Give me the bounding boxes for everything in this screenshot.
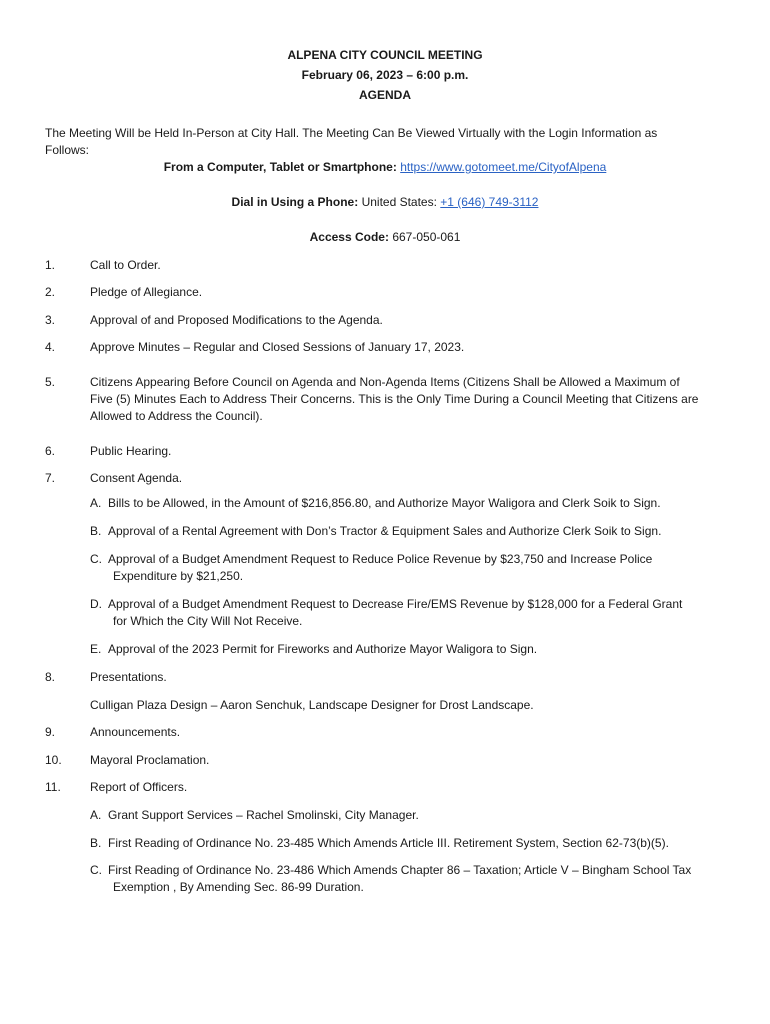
- officers-sub-item: [90, 835, 730, 852]
- agenda-item-number: 11.: [45, 780, 61, 794]
- phone-country: United States:: [361, 195, 437, 209]
- agenda-item-line: Allowed to Address the Council).: [90, 409, 263, 423]
- agenda-item-text: Mayoral Proclamation.: [90, 753, 210, 767]
- agenda-item-text: Approval of and Proposed Modifications to the Agenda.: [90, 313, 383, 327]
- officers-sub-item: [90, 862, 730, 896]
- sub-item-continuation: Exemption , By Amending Sec. 86-99 Duration.: [113, 880, 364, 894]
- sub-item-letter: C.: [90, 863, 102, 877]
- agenda-item-text: Public Hearing.: [90, 444, 172, 458]
- agenda-item-text: Pledge of Allegiance.: [90, 285, 203, 299]
- phone-number-link[interactable]: +1 (646) 749-3112: [440, 195, 539, 209]
- agenda-heading: AGENDA: [358, 88, 411, 102]
- agenda-item-number: 6.: [45, 444, 56, 458]
- sub-item-text: Approval of a Budget Amendment Request to Reduce Police Revenue by $23,750 and Increase Police: [108, 552, 653, 566]
- consent-sub-item: [90, 523, 730, 540]
- consent-sub-item: [90, 551, 730, 585]
- agenda-item-text: [90, 374, 730, 425]
- meeting-url-link[interactable]: https://www.gotomeet.me/CityofAlpena: [400, 160, 607, 174]
- intro-paragraph: [45, 125, 735, 159]
- meeting-date: February 06, 2023 – 6:00 p.m.: [301, 68, 469, 82]
- computer-login-line: [0, 159, 770, 176]
- sub-item-text: Approval of a Rental Agreement with Don’s Tractor & Equipment Sales and Authorize Clerk Soik to Sign.: [108, 524, 662, 538]
- agenda-item-text: Call to Order.: [90, 258, 161, 272]
- consent-sub-item: [90, 641, 730, 658]
- agenda-item-number: 3.: [45, 313, 56, 327]
- sub-item-text: Approval of the 2023 Permit for Fireworks and Authorize Mayor Waligora to Sign.: [108, 642, 538, 656]
- consent-sub-item: [90, 495, 730, 512]
- sub-item-letter: E.: [90, 642, 102, 656]
- agenda-item-number: 7.: [45, 471, 56, 485]
- sub-item-text: Bills to be Allowed, in the Amount of $216,856.80, and Authorize Mayor Waligora and Clerk Soik to Sign.: [108, 496, 661, 510]
- sub-item-letter: A.: [90, 496, 102, 510]
- sub-item-letter: D.: [90, 597, 102, 611]
- agenda-item-text: Presentations.: [90, 670, 167, 684]
- sub-item-letter: A.: [90, 808, 102, 822]
- agenda-item-number: 10.: [45, 753, 62, 767]
- sub-item-text: Approval of a Budget Amendment Request to Decrease Fire/EMS Revenue by $128,000 for a Federal Grant: [108, 597, 683, 611]
- agenda-item-number: 1.: [45, 258, 56, 272]
- sub-item-letter: B.: [90, 524, 102, 538]
- agenda-item-text: Report of Officers.: [90, 780, 188, 794]
- agenda-item-number: 8.: [45, 670, 56, 684]
- sub-item-continuation: for Which the City Will Not Receive.: [113, 614, 303, 628]
- intro-line-2: Follows:: [45, 143, 90, 157]
- agenda-item-text: Announcements.: [90, 725, 181, 739]
- agenda-item-number: 2.: [45, 285, 56, 299]
- presentation-text: Culligan Plaza Design – Aaron Senchuk, Landscape Designer for Drost Landscape.: [90, 698, 534, 712]
- agenda-item-number: 9.: [45, 725, 56, 739]
- phone-dial-label: Dial in Using a Phone:: [231, 195, 359, 209]
- computer-login-label: From a Computer, Tablet or Smartphone:: [163, 160, 397, 174]
- consent-sub-item: [90, 596, 730, 630]
- access-code-label: Access Code:: [309, 230, 389, 244]
- access-code-value: 667-050-061: [392, 230, 461, 244]
- access-code-line: [0, 229, 770, 246]
- sub-item-letter: B.: [90, 836, 102, 850]
- agenda-item-text: Consent Agenda.: [90, 471, 183, 485]
- sub-item-text: First Reading of Ordinance No. 23-486 Which Amends Chapter 86 – Taxation; Article V – Bingham School Tax: [108, 863, 692, 877]
- agenda-item-number: 4.: [45, 340, 56, 354]
- agenda-item-number: 5.: [45, 375, 56, 389]
- meeting-title: ALPENA CITY COUNCIL MEETING: [287, 48, 483, 62]
- agenda-item-line: Five (5) Minutes Each to Address Their Concerns. This is the Only Time During a Council Meeting that Citizens are: [90, 392, 699, 406]
- sub-item-continuation: Expenditure by $21,250.: [113, 569, 244, 583]
- phone-dial-line: [0, 194, 770, 211]
- sub-item-text: First Reading of Ordinance No. 23-485 Which Amends Article III. Retirement System, Section 62-73(b)(5).: [108, 836, 669, 850]
- sub-item-letter: C.: [90, 552, 102, 566]
- intro-line-1: The Meeting Will be Held In-Person at City Hall. The Meeting Can Be Viewed Virtually with the Login Information as: [45, 126, 658, 140]
- agenda-item-line: Citizens Appearing Before Council on Agenda and Non-Agenda Items (Citizens Shall be Allowed a Maximum of: [90, 375, 680, 389]
- sub-item-text: Grant Support Services – Rachel Smolinski, City Manager.: [108, 808, 419, 822]
- officers-sub-item: [90, 807, 730, 824]
- agenda-item-text: Approve Minutes – Regular and Closed Sessions of January 17, 2023.: [90, 340, 465, 354]
